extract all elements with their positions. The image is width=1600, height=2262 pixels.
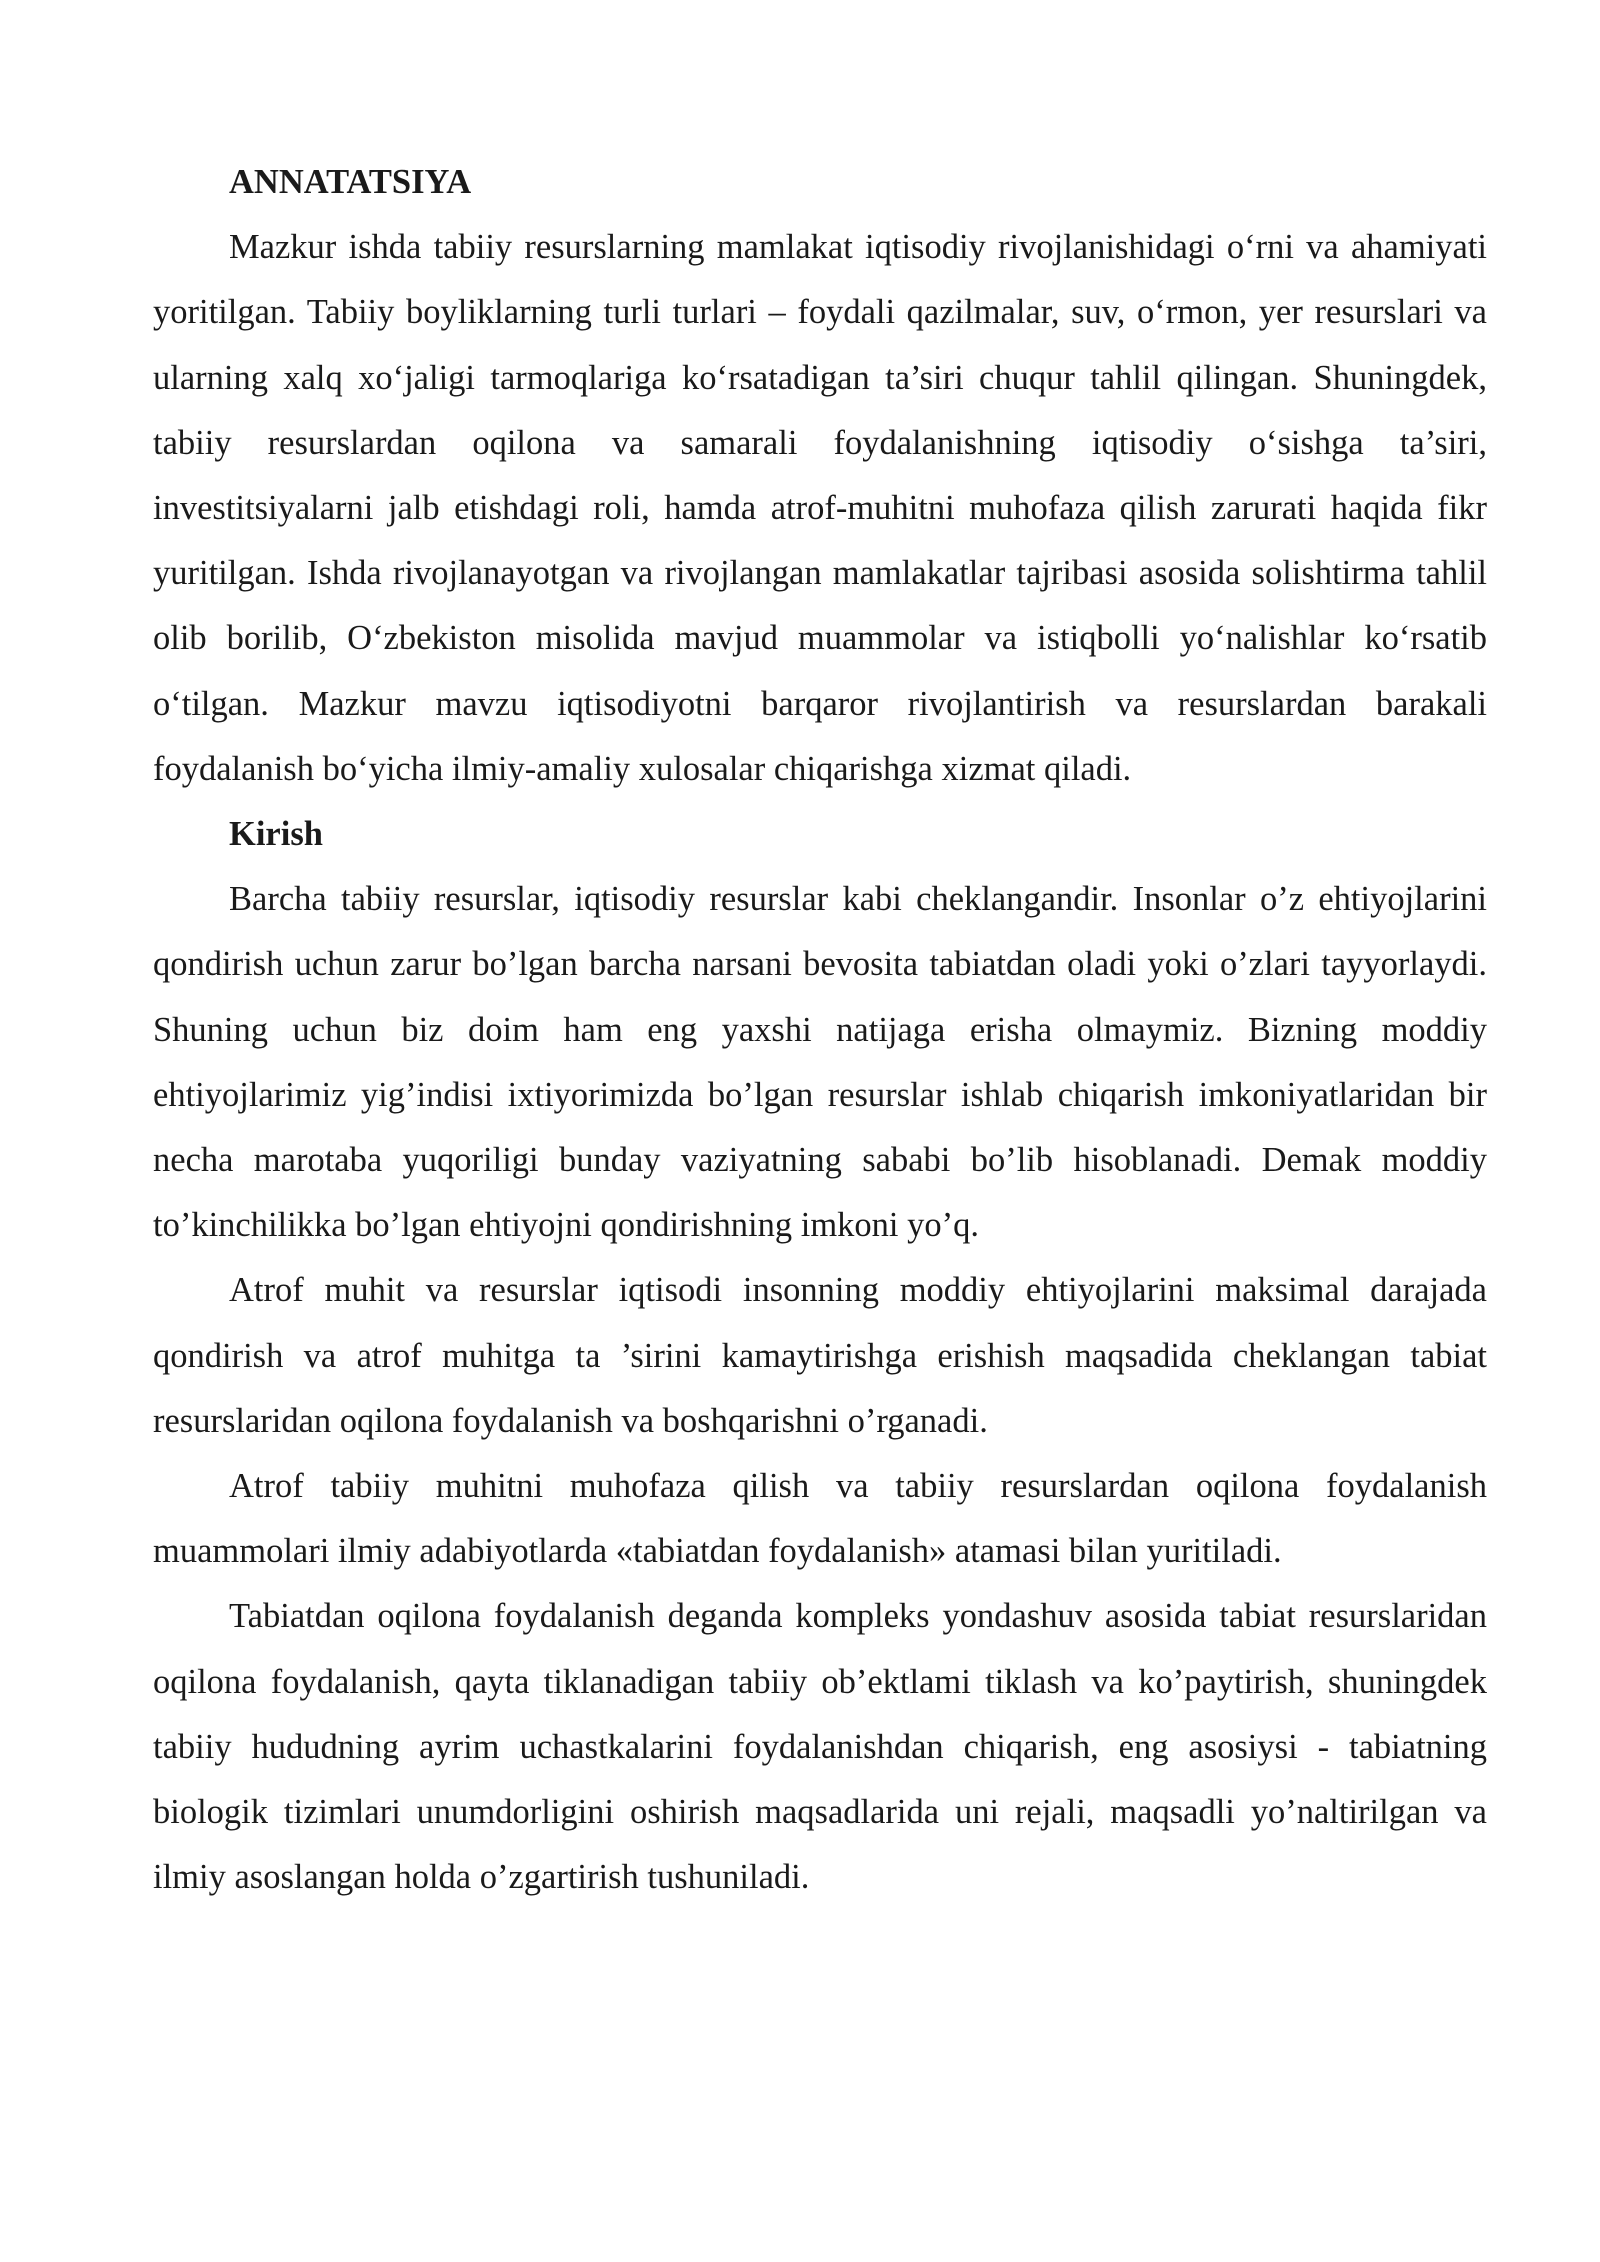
intro-paragraph-3: Atrof tabiiy muhitni muhofaza qilish va tabiiy resurslardan oqilona foydalanish muammolari ilmiy adabiyotlarda «tabiatdan foydalanish» atamasi bilan yuritiladi. xyxy=(153,1467,1487,1571)
intro-paragraph-4: Tabiatdan oqilona foydalanish deganda kompleks yondashuv asosida tabiat resurslaridan oqilona foydalanish, qayta tiklanadigan tabiiy ob’ektlami tiklash va ko’paytirish, shuningdek tabiiy hududning ayrim uchastkalarini foydalanishdan chiqarish, eng asosiysi - tabiatning biologik tizimlari unumdorligini oshirish maqsadlarida uni rejali, maqsadli yo’naltirilgan va ilmiy asoslangan holda o’zgartirish tushuniladi. xyxy=(153,1597,1487,1897)
introduction-heading: Kirish xyxy=(229,815,323,854)
intro-paragraph-2: Atrof muhit va resurslar iqtisodi insonning moddiy ehtiyojlarini maksimal darajada qondirish va atrof muhitga ta ’sirini kamaytirishga erishish maqsadida cheklangan tabiat resurslaridan oqilona foydalanish va boshqarishni o’rganadi. xyxy=(153,1271,1487,1440)
document-page xyxy=(153,150,1487,1910)
intro-paragraph-1: Barcha tabiiy resurslar, iqtisodiy resurslar kabi cheklangandir. Insonlar o’z ehtiyojlarini qondirish uchun zarur bo’lgan barcha narsani bevosita tabiatdan oladi yoki o’zlari tayyorlaydi. Shuning uchun biz doim ham eng yaxshi natijaga erisha olmaymiz. Bizning moddiy ehtiyojlarimiz yig’indisi ixtiyorimizda bo’lgan resurslar ishlab chiqarish imkoniyatlaridan bir necha marotaba yuqoriligi bunday vaziyatning sababi bo’lib hisoblanadi. Demak moddiy to’kinchilikka bo’lgan ehtiyojni qondirishning imkoni yo’q. xyxy=(153,880,1487,1245)
abstract-heading: ANNATATSIYA xyxy=(229,163,472,201)
abstract-paragraph: Mazkur ishda tabiiy resurslarning mamlakat iqtisodiy rivojlanishidagi o‘rni va ahamiyati yoritilgan. Tabiiy boyliklarning turli turlari – foydali qazilmalar, suv, o‘rmon, yer resurslari va ularning xalq xo‘jaligi tarmoqlariga ko‘rsatadigan ta’siri chuqur tahlil qilingan. Shuningdek, tabiiy resurslardan oqilona va samarali foydalanishning iqtisodiy o‘sishga ta’siri, investitsiyalarni jalb etishdagi roli, hamda atrof-muhitni muhofaza qilish zarurati haqida fikr yuritilgan. Ishda rivojlanayotgan va rivojlangan mamlakatlar tajribasi asosida solishtirma tahlil olib borilib, O‘zbekiston misolida mavjud muammolar va istiqbolli yo‘nalishlar ko‘rsatib o‘tilgan. Mazkur mavzu iqtisodiyotni barqaror rivojlantirish va resurslardan barakali foydalanish bo‘yicha ilmiy-amaliy xulosalar chiqarishga xizmat qiladi. xyxy=(153,228,1487,788)
